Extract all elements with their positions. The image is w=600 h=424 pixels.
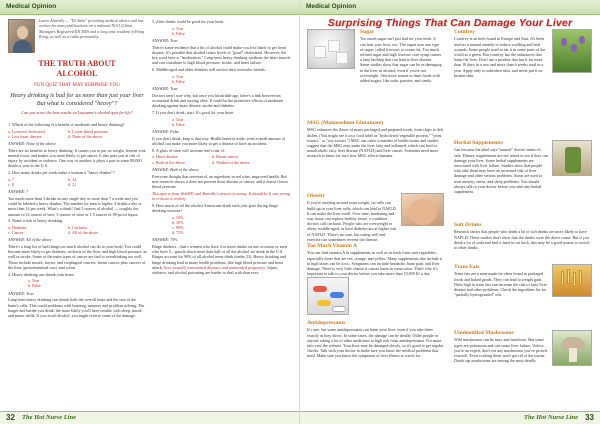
answer-4-label: ANSWER: True	[8, 290, 34, 296]
magazine-name-left: The Hot Nurse Line	[22, 414, 76, 421]
q8-option-d: d. Neither of the above	[212, 159, 250, 165]
herbal-text: Just because the label says "natural" doesn't mean it's safe. Dietary supplements are not tested to see if they can damage your liver. Some herbal supplements are associated with liver failure. Studies show that people who take them may have an increased risk of liver damage and other serious problems. Some are used to treat anxiety, stress, and sleep problems. You should always talk to your doctor before you take any herbal supplement.	[454, 147, 549, 195]
vitamin-a-heading: Too Much Vitamin A	[307, 243, 357, 249]
answer-6: Doctors aren't sure why, but once you hit middle age, there's a link between an occasional drink and staying alive. It could be the protective effects of moderate drinking against heart disease, stroke and diabetes.	[152, 92, 284, 109]
question-5: 5. After drinks could be good for your heart.	[152, 19, 225, 24]
mushrooms-heading: Unidentified Mushrooms	[454, 330, 514, 336]
trans-fats-text: Trans fats are a man-made fat often found in packaged foods and baked goods. They can lead to weight gain. Diets high in trans fats can increase the risk of fatty liver disease and other problems. Check the ingredient list for "partially hydrogenated" oils.	[454, 271, 547, 298]
magazine-name-right: The Hot Nurse Line	[524, 414, 578, 421]
article-title-line2: ALCOHOL	[56, 68, 98, 78]
sugar-image	[307, 29, 355, 69]
q3-option-b: b. Cirrhosis	[68, 224, 88, 230]
q9-option-b: b. 50%	[172, 219, 184, 225]
author-photo	[8, 19, 35, 53]
vitamin-a-text: You can find vitamin A in supplements as well as in fresh fruits and vegetables, especially those that are red, orange, and yellow. Many supplements that include it in high doses can be toxic. Symptoms can include headache, bone pain, and liver damage. There is very little chance it causes harm in some cases. That's why it's important to talk to your doctor before you take more than 10,000 IU a day.	[307, 250, 443, 277]
right-header-bar	[300, 0, 600, 15]
answer-2: Too much more than 3 drinks on any single day or more than 7 a week and you could be labeled a heavy drinker. The number for men is higher: 4 drinks a day or more than 14 per week. What's a drink? Just 5 ounces of alcohol — roughly the amount in 12 ounces of beer, 5 ounces of wine or 1.5 ounces of 80-proof liquor.	[8, 195, 142, 217]
q2-option-b: b. 14	[68, 176, 77, 182]
q9-option-d: d. 75%	[172, 230, 184, 236]
q1-option-d: d. None of the above	[68, 133, 103, 139]
q1-option-b: b. Lower blood pressure	[68, 128, 108, 134]
section-msg	[307, 120, 445, 160]
question-7: 7. If you don't drink, start. It's good for your heart.	[152, 110, 235, 116]
q8-option-a: a. Heart disease	[152, 154, 178, 160]
right-page	[300, 0, 600, 424]
comfrey-heading: Comfrey	[454, 29, 476, 35]
right-header-label: Medical Opinion	[306, 3, 357, 10]
answer-7: If you don't drink, keep it that way. Health benefits aside, even a small amount of alcohol can make you more likely to get a disease or have an accident.	[152, 135, 286, 147]
mushrooms-text: Wild mushrooms can be tasty and nutritious. But some types are poisonous and can cause liver failure. Unless you're an expert, don't eat any mushrooms you've picked yourself. Even cooking them won't get rid of the toxins. Death cap mushrooms are among the most deadly.	[454, 337, 547, 364]
article-title-line1: THE TRUTH ABOUT	[38, 59, 116, 68]
q5-option-a: a. True	[172, 25, 184, 31]
msg-text: MSG enhances the flavor of many packaged and prepared foods, from chips to deli dishes. (You might see it on a food label as "hydrolyzed vegetable protein," "yeast extract," or "soy extract.") MSG can cause a number of health issues and studies suggest that the MSG may make the liver fatty and inflamed, which can lead to nonalcoholic fatty liver disease (NAFLD) and liver cancer. Scientists need more research to know for sure how MSG affects humans.	[307, 127, 444, 159]
q2-option-d: d. 21	[68, 182, 77, 188]
answer-5-label: ANSWER: True	[152, 38, 178, 44]
msg-heading: MSG (Monosodium Glutamate)	[307, 120, 384, 126]
obesity-image	[401, 193, 444, 226]
section-antidepressants	[307, 320, 445, 360]
q2-option-a: a. 7	[8, 176, 14, 182]
question-8: 8. A glass of wine will increase one's risk of:	[152, 147, 226, 153]
obesity-text: If you're carrying around extra weight, fat cells can build up in your liver cells, which can lead to NAFLD. It can make the liver swell. Over time, hardening and scar tissue can replace healthy tissue, a condition doctors call cirrhosis. People who are overweight or obese, middle-aged, or have diabetes are at higher risk of NAFLD. There's no cure, but eating well and exercise can sometimes reverse the disease.	[307, 200, 397, 242]
answer-8-label: ANSWER: Both of the above	[152, 166, 199, 172]
section-comfrey	[454, 29, 548, 79]
q9-option-a: a. 10%	[172, 214, 184, 220]
sugar-text: Too much sugar isn't just bad for your teeth. It can hurt your liver, too. The organ uses one type of sugar, called fructose, to create fat. Too much refined sugar and high fructose corn syrup causes a fatty buildup that can lead to liver disease. Some studies show that sugar can be as damaging to the liver as alcohol, even if you're not overweight. One more reason to limit foods with added sugars, like soda, pastries, and candy.	[360, 36, 442, 84]
q4-option-b: b. False	[28, 283, 41, 289]
right-footer	[300, 411, 600, 424]
q3-option-a: a. Diabetes	[8, 224, 27, 230]
antidepressants-text: It's rare, but some antidepressants can harm your liver, even if you take them exactly as they direct. In some cases, the damage can be deadly. Older people or anyone taking a lot of other medicines at high risk from antidepressants. For more info visit the website. Your liver may be damaged slowly, so it's good to get regular checks. Talk with your doctor to make sure you know the medical problems that need. Make sure you know the symptoms of liver illness to watch for.	[307, 327, 444, 359]
answer-2-label: ANSWER: 7	[8, 189, 29, 195]
section-trans-fats	[454, 264, 548, 298]
quiz-column-1	[8, 122, 147, 320]
answer-5: There's some evidence that a bit of alcohol could make you less likely to get heart disease. It's possible that alcohol raises levels of "good" cholesterol. However, the key word here is "moderation." Long-term heavy drinking weakens the heart muscle and can contribute to high blood pressure, stroke, and heart failure.	[152, 44, 291, 66]
answer-9-tail: . Injury, violence, and alcohol poisoning are harder to deal with than ever.	[152, 264, 279, 276]
left-footer	[0, 411, 299, 424]
question-3: 3. Name a risk of heavy drinking.	[8, 218, 64, 224]
article-title-block	[8, 59, 146, 115]
q6-option-b: b. False	[172, 79, 185, 85]
article-intro: Can you score the best results on Lausanne's alcohol quiz for life?	[21, 110, 133, 116]
article-subhead: FUN QUIZ THAT MAY SURPRISE YOU	[34, 83, 120, 88]
answer-1: There are no benefits to heavy drinking. It causes you to put on weight, lessens your mental focus, and makes you more likely to get cancer. It also puts you at risk of injury by accident or violence. One way or another, it plays a part in some 88,000 deaths a year in the U.S.	[8, 147, 146, 169]
article-tagline: Heavy drinking is bad for us more than just your liver	[10, 92, 144, 99]
section-vitamin-a	[307, 243, 445, 277]
herbal-supplement-image	[552, 140, 592, 176]
question-9: 9. How much of all the alcohol Americans drink each year goes during binge drinking sessions?	[152, 202, 278, 213]
q9-option-c: c. 90%	[172, 224, 184, 230]
soft-drinks-text: Research shows that people who drink a lot of soft drinks are more likely to have NAFLD. These studies don't show that the drinks were the direct cause. But if you drink a lot of soda and find it hard to cut back, this may be a good reason to switch to other drinks.	[454, 229, 590, 251]
q5-option-b: b. False	[172, 30, 185, 36]
answer-9	[152, 244, 292, 275]
question-4: 4. Heavy drinking can shrink your brain.	[8, 271, 75, 277]
quiz-column-2	[152, 19, 292, 277]
left-header-bar	[0, 0, 299, 15]
section-herbal	[454, 140, 548, 195]
q4-option-a: a. True	[28, 278, 40, 284]
q6-option-a: a. True	[172, 73, 184, 79]
section-soft-drinks	[454, 222, 592, 251]
q3-option-d: d. All of the above	[68, 230, 99, 236]
answer-8-note: This quiz is from WebMD and Ahmedly's answer is wrong. It should be It was wrong to criticize it entirely.	[152, 190, 291, 201]
author-bio: Laura Ahmedly — "Dr Saba" providing medical advice and has written for many publications on a national NGO (China Managers Registered RN MD) and a long time resident of Hong Kong, as well as a radio personality.	[39, 18, 144, 40]
answer-6-label: ANSWER: True	[152, 86, 178, 92]
answer-1-label: ANSWER: None of the above	[8, 141, 56, 147]
section-obesity	[307, 193, 397, 243]
trans-fats-image	[552, 264, 592, 297]
answer-3-label: ANSWER: All of the above	[8, 237, 52, 243]
section-mushrooms	[454, 330, 548, 364]
section-sugar	[360, 29, 442, 84]
page-number-left: 32	[6, 413, 15, 422]
q1-option-c: c. Less heart disease	[8, 133, 42, 139]
sugar-heading: Sugar	[360, 29, 375, 35]
comfrey-image	[552, 29, 592, 73]
question-6: 6. Middle-aged and older drinkers will outlive their teetotaler friends.	[152, 67, 266, 73]
answer-4: Long-term heavy drinking can shrink both the overall brain and the size of the brain's cells. This could problems with learning, memory and problem solving. The longer and harder you drink, the more likely you'll have trouble with sleep, mood, and motor skills. If you avoid alcohol, you might reverse some of the damage.	[8, 297, 145, 318]
answer-8: Everyone thought that resveratrol, an ingredient in red wine, improved health. But new research shows it does not prevent heart disease or cancer, and it doesn't lower blood pressure.	[152, 173, 289, 189]
herbal-heading: Herbal Supplements	[454, 140, 503, 146]
article-tagline-2: But what is considered "heavy"?	[36, 100, 118, 108]
answer-9-text: Binge drinkers – that's women who have 4 or more drinks on one occasion or men who have 5 – guzzle down more than half of all the alcohol we drink in the U.S. Binges account for 90% of all alcohol teens drink (under 21). Heavy drinking and binge drinking lead to many health problems, like high blood pressure and heart attack,	[152, 244, 287, 270]
q7-option-b: b. False	[172, 121, 185, 127]
comfrey-text: Comfrey is an herb found in Europe and Asia. It's been used as a natural remedy to reduce swelling and heal wounds. Some people used to eat it in some parts of the world as a green. But comfrey has the substances that harm the liver. Don't use a product that has it for more than 10 days in a row and more than 6 weeks total in a year. Apply only to unbroken skin, and never put it on broken skin.	[454, 36, 546, 78]
obesity-heading: Obesity	[307, 193, 326, 199]
q7-option-a: a. True	[172, 116, 184, 122]
antidepressant-pills-image	[307, 277, 349, 315]
mushroom-image	[552, 330, 592, 366]
antidepressants-heading: Antidepressants	[307, 320, 346, 326]
q8-option-b: b. Breast cancer	[212, 154, 239, 160]
answer-9-label: ANSWER: 75%	[152, 237, 178, 243]
soft-drinks-heading: Soft Drinks	[454, 222, 482, 228]
left-header-label: Medical Opinion	[6, 3, 57, 10]
q3-option-c: c. Cancer	[8, 230, 24, 236]
answer-7-label: ANSWER: False	[152, 129, 180, 135]
page-number-right: 33	[585, 413, 594, 422]
answer-9-highlight: liver, sexually transmitted diseases and unintended pregnancy	[163, 264, 266, 270]
question-2: 2. How many drinks per week make a woman a "heavy drinker"?	[8, 170, 115, 176]
question-1: 1. Which of the following is a benefit of moderate and heavy drinking?	[8, 122, 125, 127]
q1-option-a: a. Lowered cholesterol	[8, 128, 46, 134]
trans-fats-heading: Trans Fats	[454, 264, 480, 270]
feature-title: Surprising Things That Can Damage Your Liver	[327, 17, 573, 29]
q8-option-c: c. Both of the above	[152, 159, 186, 165]
answer-3: There's a long list of bad things too much alcohol can do to your body. You could become more likely to get diabetes, cirrhosis of the liver, and high blood pressure, as well as stroke. Some of the main types of cancer are tied to overdrinking too well. Those include mouth, larynx, and esophageal cancers, breast cancer, plus cancers of the liver, gastrointestinal tract, and colon.	[8, 244, 147, 270]
q2-option-c: c. 8	[8, 182, 14, 188]
